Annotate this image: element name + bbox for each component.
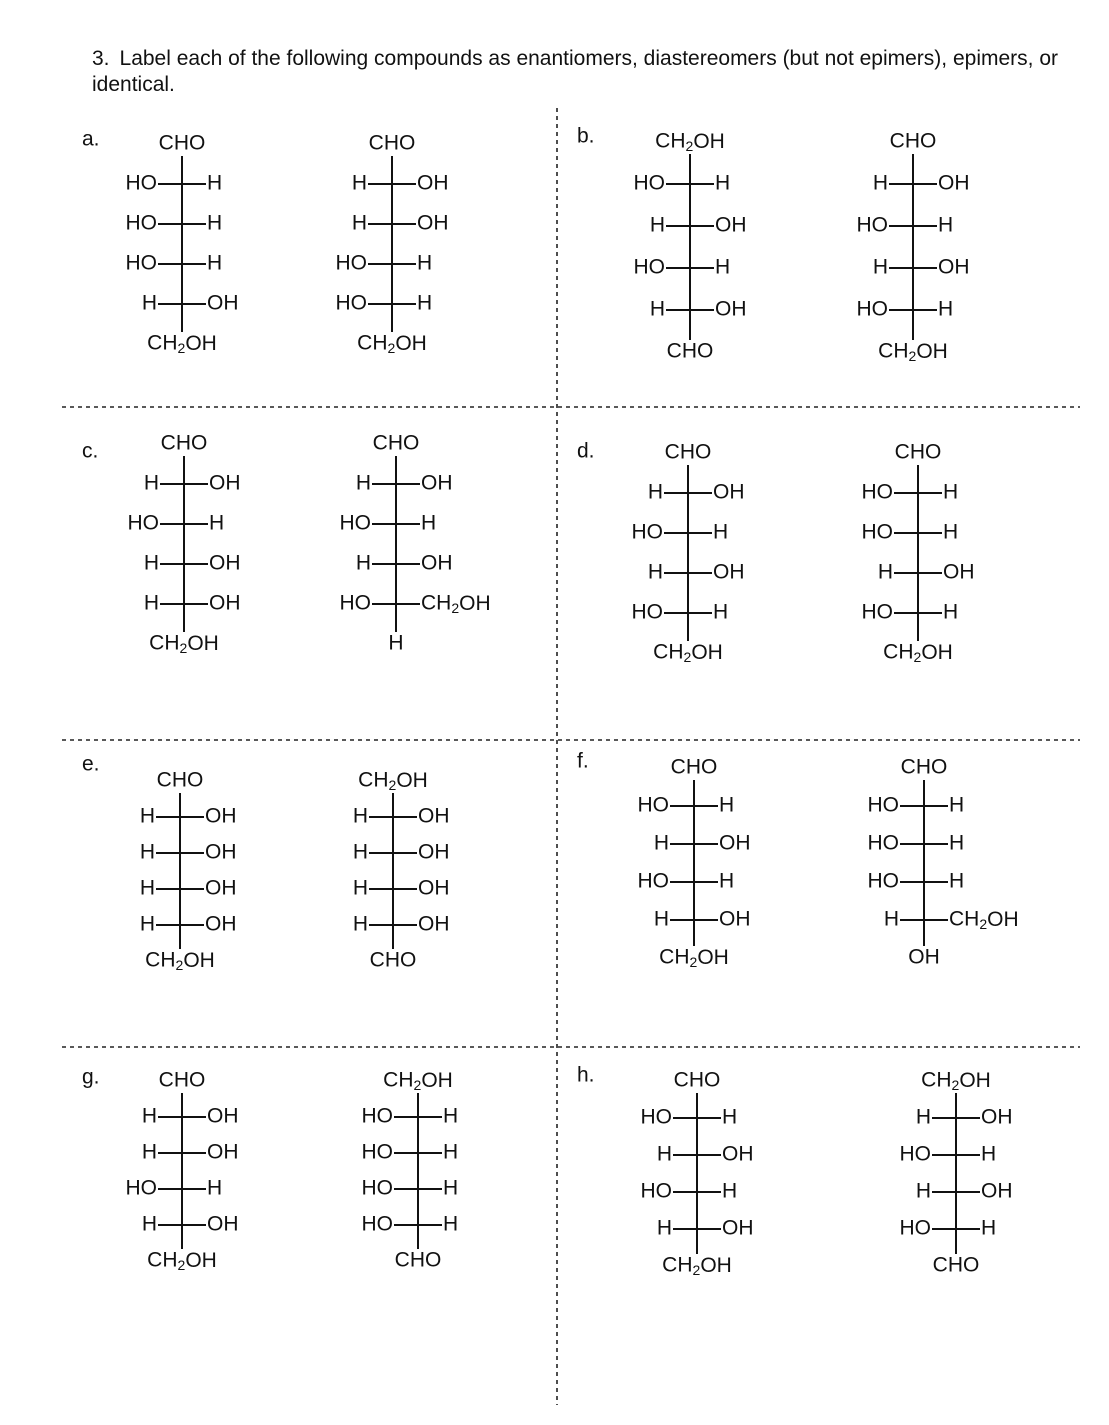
top-group: $CH_2OH$ [358, 768, 428, 793]
left-substituent: H [656, 1142, 672, 1166]
left-substituent: H [915, 1105, 931, 1129]
top-group: CHO [368, 131, 416, 155]
bottom-group: H [388, 631, 404, 655]
left-substituent: H [883, 907, 899, 931]
bottom-group: $CH_2OH$ [357, 331, 427, 356]
left-substituent: H [352, 912, 368, 936]
left-substituent: H [141, 1140, 157, 1164]
right-substituent: H [443, 1104, 459, 1128]
top-group: CHO [160, 431, 208, 455]
left-substituent: HO [637, 869, 669, 893]
problem-label: f. [577, 749, 589, 773]
right-substituent: OH [719, 831, 751, 855]
left-substituent: HO [856, 297, 888, 321]
left-substituent: HO [861, 600, 893, 624]
right-substituent: H [949, 869, 965, 893]
top-group: CHO [372, 431, 420, 455]
left-substituent: HO [339, 591, 371, 615]
bottom-group: $CH_2OH$ [653, 640, 723, 665]
right-substituent: H [209, 511, 225, 535]
right-substituent: OH [715, 213, 747, 237]
right-substituent: OH [205, 876, 237, 900]
right-substituent: H [207, 1176, 223, 1200]
left-substituent: H [143, 551, 159, 575]
right-substituent: OH [421, 551, 453, 575]
bottom-group: $CH_2OH$ [659, 945, 729, 970]
left-substituent: H [139, 876, 155, 900]
left-substituent: HO [637, 793, 669, 817]
fischer-projection [857, 130, 970, 364]
left-substituent: H [647, 560, 663, 584]
fischer-projection [900, 1069, 1013, 1277]
left-substituent: HO [335, 291, 367, 315]
right-substituent: OH [418, 804, 450, 828]
left-substituent: HO [633, 255, 665, 279]
problem-d [577, 440, 975, 665]
right-substituent: H [207, 171, 223, 195]
left-substituent: H [653, 831, 669, 855]
right-substituent: OH [418, 876, 450, 900]
right-substituent: OH [207, 291, 239, 315]
left-substituent: H [653, 907, 669, 931]
problem-g [82, 1066, 458, 1273]
left-substituent: HO [127, 511, 159, 535]
bottom-group: $CH_2OH$ [147, 1248, 217, 1273]
right-substituent: H [713, 600, 729, 624]
problem-label: e. [82, 752, 100, 776]
bottom-group: CHO [394, 1248, 442, 1272]
problem-c [82, 432, 491, 656]
left-substituent: HO [125, 171, 157, 195]
bottom-group: $CH_2OH$ [147, 331, 217, 356]
right-substituent: H [943, 480, 959, 504]
left-substituent: H [355, 471, 371, 495]
left-substituent: HO [867, 831, 899, 855]
top-group: CHO [664, 440, 712, 464]
left-substituent: H [139, 840, 155, 864]
left-substituent: H [647, 480, 663, 504]
right-substituent: H [949, 831, 965, 855]
right-substituent: OH [418, 912, 450, 936]
right-substituent: OH [421, 471, 453, 495]
bottom-group: $CH_2OH$ [662, 1253, 732, 1278]
problem-f [577, 750, 1019, 970]
bottom-group: CHO [932, 1253, 980, 1277]
fischer-projection [128, 432, 241, 656]
right-substituent: H [443, 1176, 459, 1200]
right-substituent: H [421, 511, 437, 535]
top-group: CHO [158, 1068, 206, 1092]
left-substituent: HO [125, 251, 157, 275]
left-substituent: HO [856, 213, 888, 237]
right-substituent: OH [209, 591, 241, 615]
bottom-group: $CH_2OH$ [883, 640, 953, 665]
bottom-group: CHO [666, 339, 714, 363]
left-substituent: HO [899, 1216, 931, 1240]
top-group: CHO [670, 755, 718, 779]
left-substituent: H [141, 1104, 157, 1128]
right-substituent: OH [981, 1179, 1013, 1203]
top-group: CHO [900, 755, 948, 779]
right-substituent: $CH_2OH$ [421, 591, 491, 616]
problem-b [577, 125, 970, 364]
right-substituent: H [443, 1140, 459, 1164]
fischer-projection [868, 756, 1019, 969]
right-substituent: OH [938, 255, 970, 279]
problem-label: c. [82, 439, 99, 463]
left-substituent: HO [867, 793, 899, 817]
right-substituent: H [417, 291, 433, 315]
left-substituent: H [915, 1179, 931, 1203]
problem-e [82, 753, 450, 973]
left-substituent: HO [899, 1142, 931, 1166]
left-substituent: HO [125, 211, 157, 235]
right-substituent: H [443, 1212, 459, 1236]
left-substituent: HO [631, 520, 663, 544]
top-group: CHO [673, 1068, 721, 1092]
right-substituent: OH [205, 840, 237, 864]
problem-h [577, 1064, 1013, 1278]
top-group: CHO [156, 768, 204, 792]
bottom-group: CHO [369, 948, 417, 972]
left-substituent: HO [361, 1212, 393, 1236]
left-substituent: HO [335, 251, 367, 275]
fischer-projection [140, 769, 237, 973]
problem-label: b. [577, 124, 595, 148]
left-substituent: H [351, 211, 367, 235]
bottom-group: $CH_2OH$ [145, 948, 215, 973]
left-substituent: H [656, 1216, 672, 1240]
problem-label: h. [577, 1063, 595, 1087]
fischer-projection [862, 441, 975, 665]
problem-a [82, 128, 449, 356]
right-substituent: OH [722, 1142, 754, 1166]
right-substituent: OH [943, 560, 975, 584]
right-substituent: H [719, 869, 735, 893]
right-substituent: OH [713, 560, 745, 584]
left-substituent: H [355, 551, 371, 575]
right-substituent: H [949, 793, 965, 817]
right-substituent: H [713, 520, 729, 544]
right-substituent: H [417, 251, 433, 275]
right-substituent: H [938, 213, 954, 237]
left-substituent: HO [631, 600, 663, 624]
right-substituent: H [722, 1105, 738, 1129]
left-substituent: HO [361, 1176, 393, 1200]
left-substituent: HO [867, 869, 899, 893]
right-substituent: OH [418, 840, 450, 864]
top-group: $CH_2OH$ [383, 1068, 453, 1093]
question-text: Label each of the following compounds as enantiomers, diastereomers (but not epimers), epimers, or identical. [92, 47, 1058, 96]
fischer-projection [126, 1069, 239, 1273]
left-substituent: HO [125, 1176, 157, 1200]
left-substituent: H [352, 804, 368, 828]
left-substituent: H [141, 1212, 157, 1236]
left-substituent: H [141, 291, 157, 315]
right-substituent: OH [207, 1140, 239, 1164]
left-substituent: HO [633, 171, 665, 195]
problem-label: g. [82, 1065, 100, 1089]
fischer-projection [362, 1069, 459, 1272]
problem-label: d. [577, 439, 595, 463]
right-substituent: OH [207, 1104, 239, 1128]
left-substituent: H [351, 171, 367, 195]
left-substituent: H [143, 471, 159, 495]
question-number: 3. [92, 47, 110, 70]
right-substituent: OH [207, 1212, 239, 1236]
bottom-group: $CH_2OH$ [149, 631, 219, 656]
top-group: $CH_2OH$ [921, 1068, 991, 1093]
top-group: CHO [158, 131, 206, 155]
fischer-projection [340, 432, 491, 655]
right-substituent: OH [417, 171, 449, 195]
fischer-projection [641, 1069, 754, 1278]
right-substituent: H [719, 793, 735, 817]
right-substituent: OH [205, 912, 237, 936]
top-group: CHO [894, 440, 942, 464]
right-substituent: OH [713, 480, 745, 504]
left-substituent: HO [861, 480, 893, 504]
right-substituent: OH [722, 1216, 754, 1240]
left-substituent: H [877, 560, 893, 584]
left-substituent: H [649, 297, 665, 321]
left-substituent: HO [339, 511, 371, 535]
right-substituent: OH [417, 211, 449, 235]
fischer-projection [126, 132, 239, 356]
right-substituent: H [943, 520, 959, 544]
right-substituent: H [981, 1142, 997, 1166]
left-substituent: HO [861, 520, 893, 544]
fischer-projection [336, 132, 449, 356]
bottom-group: $CH_2OH$ [878, 339, 948, 364]
right-substituent: H [981, 1216, 997, 1240]
left-substituent: H [649, 213, 665, 237]
right-substituent: OH [209, 471, 241, 495]
left-substituent: HO [361, 1140, 393, 1164]
right-substituent: H [715, 255, 731, 279]
top-group: CHO [889, 129, 937, 153]
right-substituent: OH [719, 907, 751, 931]
right-substituent: OH [981, 1105, 1013, 1129]
right-substituent: H [938, 297, 954, 321]
left-substituent: H [139, 804, 155, 828]
left-substituent: H [352, 840, 368, 864]
right-substituent: $CH_2OH$ [949, 907, 1019, 932]
fischer-projection [638, 756, 751, 970]
right-substituent: H [207, 251, 223, 275]
left-substituent: HO [640, 1105, 672, 1129]
left-substituent: H [139, 912, 155, 936]
right-substituent: H [715, 171, 731, 195]
right-substituent: H [207, 211, 223, 235]
left-substituent: H [352, 876, 368, 900]
right-substituent: H [943, 600, 959, 624]
left-substituent: HO [640, 1179, 672, 1203]
top-group: $CH_2OH$ [655, 129, 725, 154]
right-substituent: OH [715, 297, 747, 321]
right-substituent: H [722, 1179, 738, 1203]
right-substituent: OH [205, 804, 237, 828]
right-substituent: OH [938, 171, 970, 195]
right-substituent: OH [209, 551, 241, 575]
fischer-projection [632, 441, 745, 665]
left-substituent: H [872, 255, 888, 279]
left-substituent: H [143, 591, 159, 615]
problem-label: a. [82, 127, 100, 151]
fischer-projection [353, 769, 450, 972]
left-substituent: HO [361, 1104, 393, 1128]
left-substituent: H [872, 171, 888, 195]
bottom-group: OH [908, 945, 940, 969]
fischer-projection [634, 130, 747, 363]
